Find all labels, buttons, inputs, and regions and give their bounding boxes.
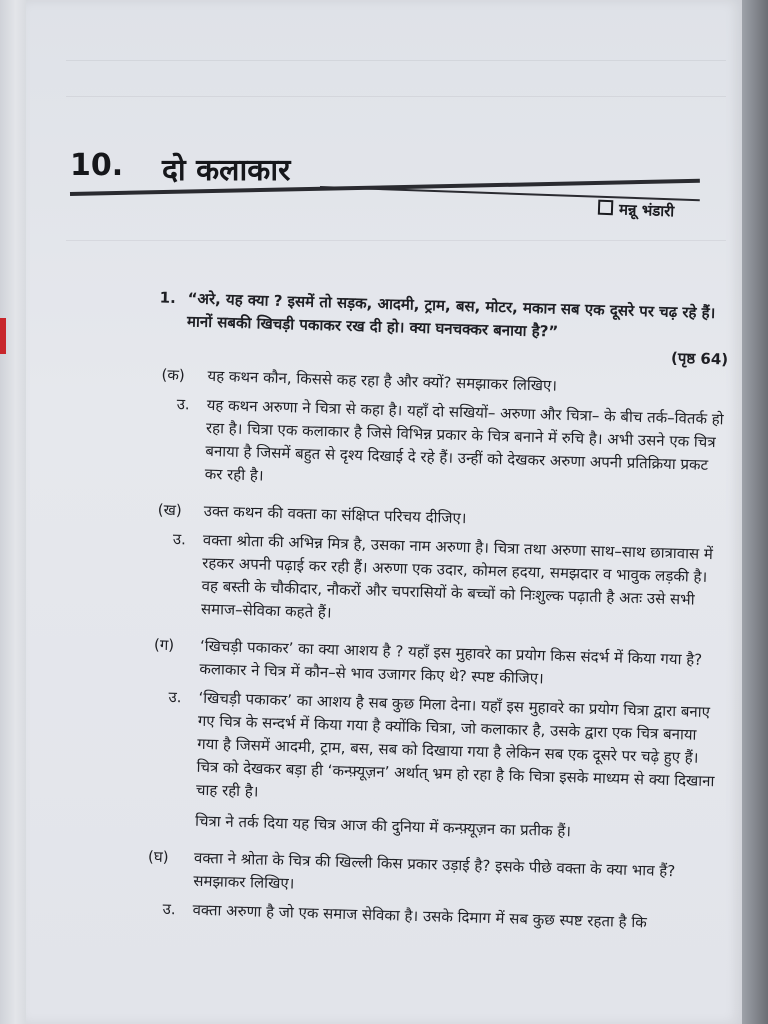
question-number: 1.: [159, 288, 177, 308]
answer-text: वक्ता अरुणा है जो एक समाज सेविका है। उसके दिमाग में सब कुछ स्पष्ट रहता है कि: [192, 900, 648, 932]
question-content: [122, 286, 729, 936]
bleed-through-line: [66, 240, 726, 241]
book-spine: [0, 0, 27, 1024]
sub-question-ga: [129, 633, 720, 695]
sub-question-label: (ख): [157, 500, 182, 520]
question-text-wrap: [186, 287, 730, 371]
answer-ga: [126, 685, 719, 816]
chapter-title: दो कलाकार: [162, 153, 291, 188]
answer-text: ‘खिचड़ी पकाकर’ का आशय है सब कुछ मिला देना। यहाँ इस मुहावरे का प्रयोग चित्रा द्वारा बनाए गए चित्र के सन्दर्भ में किया गया है क्योंकि चित्रा, जो कलाकार है, उसके द्वारा एक चित्र बनाया गया है जिसमें आदमी, ट्राम, बस, सब को दिखाया गया है लेकिन सब एक दूसरे पर चढ़े हुए हैं। चित्र को देखकर बड़ा ही ‘कन्फ़्यूज़न’ अर्थात् भ्रम हो रहा है कि चित्रा इसके माध्यम से क्या दिखाना चाह रही है।: [195, 688, 715, 801]
sub-question-text: यह कथन कौन, किससे कह रहा है और क्यों? समझाकर लिखिए।: [207, 366, 558, 395]
answer-text: यह कथन अरुणा ने चित्रा से कहा है। यहाँ दो सखियों– अरुणा और चित्रा– के बीच तर्क–वितर्क हो रहा है। चित्रा एक कलाकार है जिसे विभिन्न प्रकार के चित्र बनाने में रुचि है। अभी उसने एक चित्र बनाया है जिसमें बहुत से दृश्य दिखाई दे रहे हैं। उन्हीं को देखकर अरुणा अपनी प्रतिक्रिया प्रकट कर रही है।: [204, 395, 724, 485]
question-text: “अरे, यह क्या ? इसमें तो सड़क, आदमी, ट्राम, बस, मोटर, मकान सब एक दूसरे पर चढ़ रहे हैं। मानों सबकी खिचड़ी पकाकर रख दी हो। क्या घनचक्कर बनाया है?”: [186, 289, 716, 341]
answer-extra-paragraph: चित्रा ने तर्क दिया यह चित्र आज की दुनिया में कन्फ़्यूज़न का प्रतीक हैं।: [194, 811, 572, 841]
answer-kha: [131, 527, 723, 635]
bleed-through-line: [66, 96, 726, 97]
answer-text: वक्ता श्रोता की अभिन्न मित्र है, उसका नाम अरुणा है। चित्रा तथा अरुणा साथ–साथ छात्रावास में रहकर अपनी पढ़ाई कर रही हैं। अरुणा एक उदार, कोमल हदया, समझदार व भावुक लड़की है। वह बस्ती के चौकीदार, नौकरों और चपरासियों के बच्चों को निःशुल्क पढ़ाती है अतः उसे सभी समाज–सेविका कहते हैं।: [200, 530, 714, 622]
answer-ka: [134, 392, 726, 500]
answer-label: उ.: [176, 395, 190, 414]
chapter-number: 10.: [70, 148, 124, 183]
sub-question-text: वक्ता ने श्रोता के चित्र की खिल्ली किस प्रकार उड़ाई है? इसके पीछे वक्ता के क्या भाव हैं? समझाकर लिखिए।: [193, 848, 676, 893]
author-name: मन्नू भंडारी: [618, 200, 675, 221]
sub-question-label: (क): [161, 365, 186, 385]
sub-question-gha: [123, 845, 714, 907]
page-edge-shadow: [742, 0, 768, 1024]
page-reference: (पृष्ठ 64): [670, 348, 729, 369]
sub-question-text: उक्त कथन की वक्ता का संक्षिप्त परिचय दीजिए।: [203, 501, 467, 528]
answer-label: उ.: [172, 530, 187, 549]
heading-rule-thin: [320, 186, 700, 201]
sub-question-text: ‘खिचड़ी पकाकर’ का क्या आशय है ? यहाँ इस मुहावरे का प्रयोग किस संदर्भ में किया गया है? कलाकार ने चित्र में कौन–से भाव उजागर किए थे? स्पष्ट कीजिए।: [199, 636, 703, 688]
sub-question-label: (घ): [147, 847, 169, 867]
answer-label: उ.: [168, 687, 182, 707]
checkbox-icon: [598, 200, 614, 216]
answer-label: उ.: [162, 899, 176, 919]
author-line: [598, 199, 675, 222]
spine-bookmark: [0, 318, 6, 354]
bleed-through-line: [66, 60, 726, 61]
sub-question-label: (ग): [153, 635, 175, 655]
